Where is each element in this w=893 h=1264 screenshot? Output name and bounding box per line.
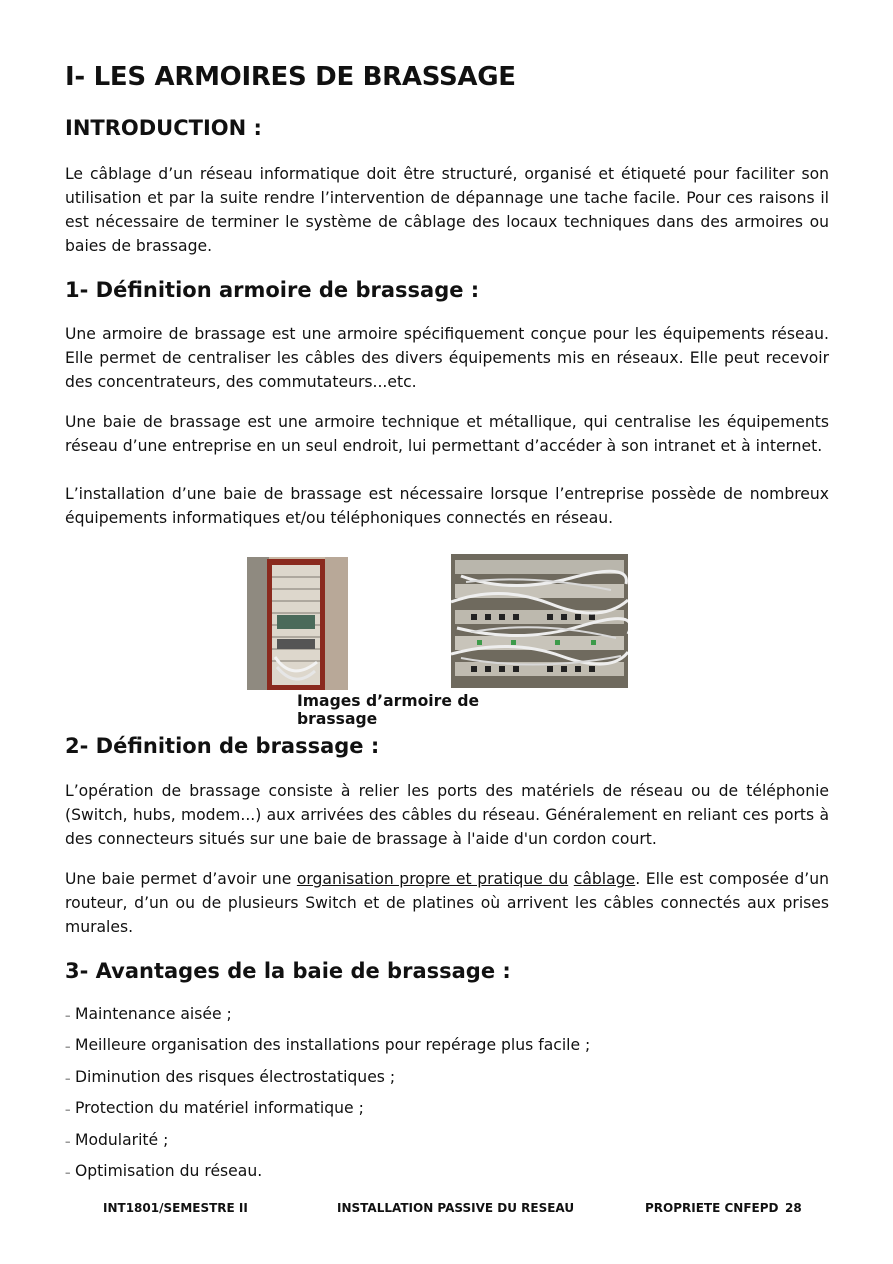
intro-heading: INTRODUCTION : <box>65 116 262 140</box>
dash-icon: – <box>65 1071 71 1085</box>
section2-paragraph-2-start: Une baie permet d’avoir une <box>65 870 297 888</box>
dash-icon: – <box>65 1103 71 1117</box>
page-number: 28 <box>785 1201 802 1215</box>
list-item <box>65 1002 590 1033</box>
section1-paragraph-2: Une baie de brassage est une armoire technique et métallique, qui centralise les équipements réseau d’une entreprise en un seul endroit, lui permettant d’accéder à son intranet et à internet. <box>65 413 829 455</box>
list-item <box>65 1065 590 1096</box>
section2-paragraph-1: L’opération de brassage consiste à relier les ports des matériels de réseau ou de téléphonie (Switch, hubs, modem...) aux arrivées des câbles du réseau. Généralement en reliant ces ports à des connecteurs situés sur une baie de brassage à l'aide d'un cordon court. <box>65 782 829 848</box>
list-item-text: Meilleure organisation des installations pour repérage plus facile ; <box>75 1036 591 1055</box>
section2-paragraph-2 <box>65 867 829 939</box>
advantages-list <box>65 1002 590 1190</box>
list-item-text: Maintenance aisée ; <box>75 1005 232 1023</box>
list-item-text: Diminution des risques électrostatiques ; <box>75 1067 396 1086</box>
section3-heading: 3- Avantages de la baie de brassage : <box>65 959 511 983</box>
section1-paragraph-3: L’installation d’une baie de brassage est nécessaire lorsque l’entreprise possède de nombreux équipements informatiques et/ou téléphoniques connectés en réseau. <box>65 485 829 527</box>
rack-photo-2-image <box>451 554 628 688</box>
dash-icon: – <box>65 1040 71 1054</box>
list-item <box>65 1159 590 1190</box>
section1-heading: 1- Définition armoire de brassage : <box>65 278 480 302</box>
rack-photo-1-image <box>247 557 348 690</box>
list-item-text: Optimisation du réseau. <box>75 1161 263 1180</box>
cablage-link[interactable]: câblage <box>573 870 636 888</box>
list-item <box>65 1033 590 1064</box>
list-item <box>65 1128 590 1159</box>
list-item <box>65 1096 590 1127</box>
rack-photo-1 <box>247 557 348 690</box>
intro-paragraph: Le câblage d’un réseau informatique doit être structuré, organisé et étiqueté pour faciliter son utilisation et par la suite rendre l’intervention de dépannage une tache facile. Pour ces raisons il est nécessaire de terminer le système de câblage des locaux techniques dans des armoires ou baies de brassage. <box>65 165 829 255</box>
organisation-link[interactable]: organisation propre et pratique du <box>296 870 569 888</box>
rack-photo-2 <box>451 554 628 688</box>
dash-icon: – <box>65 1134 71 1148</box>
page-title: I- LES ARMOIRES DE BRASSAGE <box>65 62 516 92</box>
figure-caption: Images d’armoire de brassage <box>297 692 480 728</box>
section1-paragraph-1: Une armoire de brassage est une armoire spécifiquement conçue pour les équipements réseau. Elle permet de centraliser les câbles des divers équipements mis en réseaux. Elle peut recevoir des concentrateurs, des commutateurs...etc. <box>65 325 829 391</box>
dash-icon: – <box>65 1165 71 1179</box>
section2-heading: 2- Définition de brassage : <box>65 734 380 758</box>
footer-center: INSTALLATION PASSIVE DU RESEAU <box>337 1201 575 1215</box>
list-item-text: Modularité ; <box>75 1130 169 1149</box>
footer-right: PROPRIETE CNFEPD <box>645 1201 779 1215</box>
section2-paragraph-2-end: . Elle est composée d’un routeur, d’un ou de plusieurs Switch et de platines où arrivent les câbles connectés aux prises murales. <box>65 870 829 936</box>
list-item-text: Protection du matériel informatique ; <box>75 1099 364 1118</box>
footer-left: INT1801/SEMESTRE II <box>103 1201 248 1215</box>
dash-icon: – <box>65 1009 71 1022</box>
